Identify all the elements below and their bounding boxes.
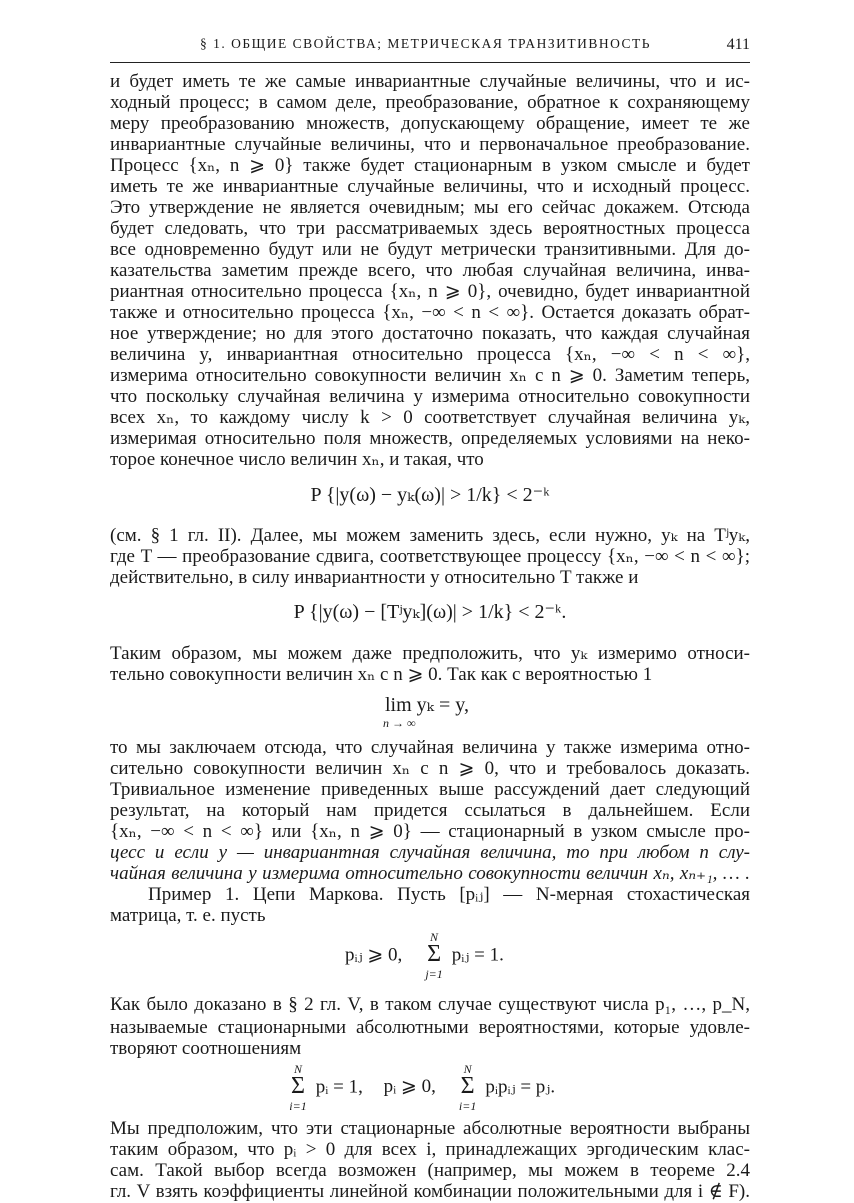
equation-3-subscript: n → ∞ bbox=[383, 716, 416, 730]
text-line: творяют соотношениям bbox=[110, 1038, 302, 1059]
text-line: где T — преобразование сдвига, соответствующее процессу {xₙ, −∞ < n < ∞}; bbox=[110, 546, 750, 567]
text-line: торое конечное число величин xₙ, и такая, что bbox=[110, 449, 484, 470]
text-line: иметь те же инвариантные случайные величины, что и исходный процесс. bbox=[110, 176, 750, 197]
text-line: Как было доказано в § 2 гл. V, в таком случае существуют числа p₁, …, p_N, bbox=[110, 994, 750, 1015]
text-line: сительно совокупности величин xₙ с n ⩾ 0, что и требовалось доказать. bbox=[110, 758, 750, 779]
text-line: цесс и если y — инвариантная случайная величина, то при любом n слу- bbox=[110, 842, 750, 863]
sum-symbol bbox=[285, 1062, 311, 1114]
text-line: результат, на который нам придется ссылаться в дальнейшем. Если bbox=[110, 800, 750, 821]
sum-lower-limit: j=1 bbox=[425, 967, 443, 981]
equation-4 bbox=[345, 930, 504, 982]
text-line: величина y, инвариантная относительно процесса {xₙ, −∞ < n < ∞}, bbox=[110, 344, 750, 365]
text-line: тельно совокупности величин xₙ с n ⩾ 0. Так как с вероятностью 1 bbox=[110, 664, 653, 685]
text-line: всех xₙ, то каждому числу k > 0 соответствует случайная величина yₖ, bbox=[110, 407, 750, 428]
text-line: что поскольку случайная величина y измерима относительно совокупности bbox=[110, 386, 750, 407]
text-line: то мы заключаем отсюда, что случайная величина y также измерима отно- bbox=[110, 737, 750, 758]
text-line-example-heading: Пример 1. Цепи Маркова. Пусть [pᵢⱼ] — N-мерная стохастическая bbox=[148, 884, 750, 905]
sigma-glyph: Σ bbox=[291, 1073, 305, 1099]
equation-5-part-a: pᵢ = 1, bbox=[315, 1076, 363, 1098]
text-line: будет следовать, что три рассматриваемых здесь вероятностных процесса bbox=[110, 218, 750, 239]
sigma-glyph: Σ bbox=[460, 1073, 475, 1099]
text-line: все одновременно будут или не будут метрически транзитивными. Для до- bbox=[110, 239, 750, 260]
equation-2: P {|y(ω) − [Tʲyₖ](ω)| > 1/k} < 2⁻ᵏ. bbox=[293, 601, 567, 623]
text-line: действительно, в силу инвариантности y относительно T также и bbox=[110, 567, 639, 588]
text-line: меру преобразованию множеств, допускающему обращение, имеет те же bbox=[110, 113, 750, 134]
equation-3: lim yₖ = y, bbox=[385, 694, 469, 716]
sum-symbol bbox=[421, 930, 447, 982]
text-line: {xₙ, −∞ < n < ∞} или {xₙ, n ⩾ 0} — стационарный в узком смысле про- bbox=[110, 821, 750, 842]
equation-5-part-b: pᵢ ⩾ 0, bbox=[383, 1076, 436, 1098]
text-line: также и относительно процесса {xₙ, −∞ < n < ∞}. Остается доказать обрат- bbox=[110, 302, 750, 323]
text-line: измеримая относительно поля множеств, определяемых условиями на неко- bbox=[110, 428, 750, 449]
text-line: риантная относительно процесса {xₙ, n ⩾ 0}, очевидно, будет инвариантной bbox=[110, 281, 750, 302]
text-line: гл. V взять коэффициенты линейной комбинации положительными для i ∉ F). bbox=[110, 1181, 750, 1202]
sum-symbol bbox=[455, 1062, 481, 1114]
running-title: § 1. ОБЩИЕ СВОЙСТВА; МЕТРИЧЕСКАЯ ТРАНЗИТИВНОСТЬ bbox=[200, 36, 652, 51]
text-line: матрица, т. е. пусть bbox=[110, 905, 266, 926]
text-line: ное утверждение; но для этого достаточно показать, что каждая случайная bbox=[110, 323, 750, 344]
page-number: 411 bbox=[726, 36, 750, 53]
text-line: ходный процесс; в самом деле, преобразование, обратное к сохраняющему bbox=[110, 92, 750, 113]
sum-upper-limit: N bbox=[293, 1062, 302, 1076]
sigma-glyph: Σ bbox=[427, 941, 442, 967]
text-line: Процесс {xₙ, n ⩾ 0} также будет стационарным в узком смысле и будет bbox=[110, 155, 750, 176]
text-line: Это утверждение не является очевидным; мы его сейчас докажем. Отсюда bbox=[110, 197, 750, 218]
text-line: инвариантные случайные величины, что и первоначальное преобразование. bbox=[110, 134, 750, 155]
equation-4-left: pᵢⱼ ⩾ 0, bbox=[345, 944, 403, 966]
text-line: сам. Такой выбор всегда возможен (например, мы можем в теореме 2.4 bbox=[110, 1160, 750, 1181]
equation-5 bbox=[285, 1062, 555, 1114]
sum-upper-limit: N bbox=[430, 930, 439, 944]
text-line: казательства заметим прежде всего, что любая случайная величина, инва- bbox=[110, 260, 750, 281]
equation-5-part-c: pᵢpᵢⱼ = pⱼ. bbox=[485, 1076, 556, 1098]
text-line: таким образом, что pᵢ > 0 для всех i, принадлежащих эргодическим клас- bbox=[110, 1139, 750, 1160]
page-header bbox=[110, 32, 750, 63]
sum-lower-limit: i=1 bbox=[289, 1099, 307, 1113]
text-line: Тривиальное изменение приведенных выше рассуждений дает следующий bbox=[110, 779, 750, 800]
text-line: измерима относительно совокупности величин xₙ с n ⩾ 0. Заметим теперь, bbox=[110, 365, 750, 386]
text-line: Мы предположим, что эти стационарные абсолютные вероятности выбраны bbox=[110, 1118, 750, 1139]
text-line: (см. § 1 гл. II). Далее, мы можем заменить здесь, если нужно, yₖ на Tʲyₖ, bbox=[110, 525, 750, 546]
sum-lower-limit: i=1 bbox=[458, 1099, 477, 1113]
sum-upper-limit: N bbox=[463, 1062, 472, 1076]
equation-4-right: pᵢⱼ = 1. bbox=[451, 944, 504, 966]
equation-1: P {|y(ω) − yₖ(ω)| > 1/k} < 2⁻ᵏ bbox=[310, 484, 550, 506]
text-line: и будет иметь те же самые инвариантные случайные величины, что и ис- bbox=[110, 71, 750, 92]
text-line: Таким образом, мы можем даже предположить, что yₖ измеримо относи- bbox=[110, 643, 750, 664]
text-line: называемые стационарными абсолютными вероятностями, которые удовле- bbox=[110, 1017, 750, 1038]
text-line: чайная величина y измерима относительно совокупности величин xₙ, xₙ₊₁, … . bbox=[110, 863, 750, 884]
